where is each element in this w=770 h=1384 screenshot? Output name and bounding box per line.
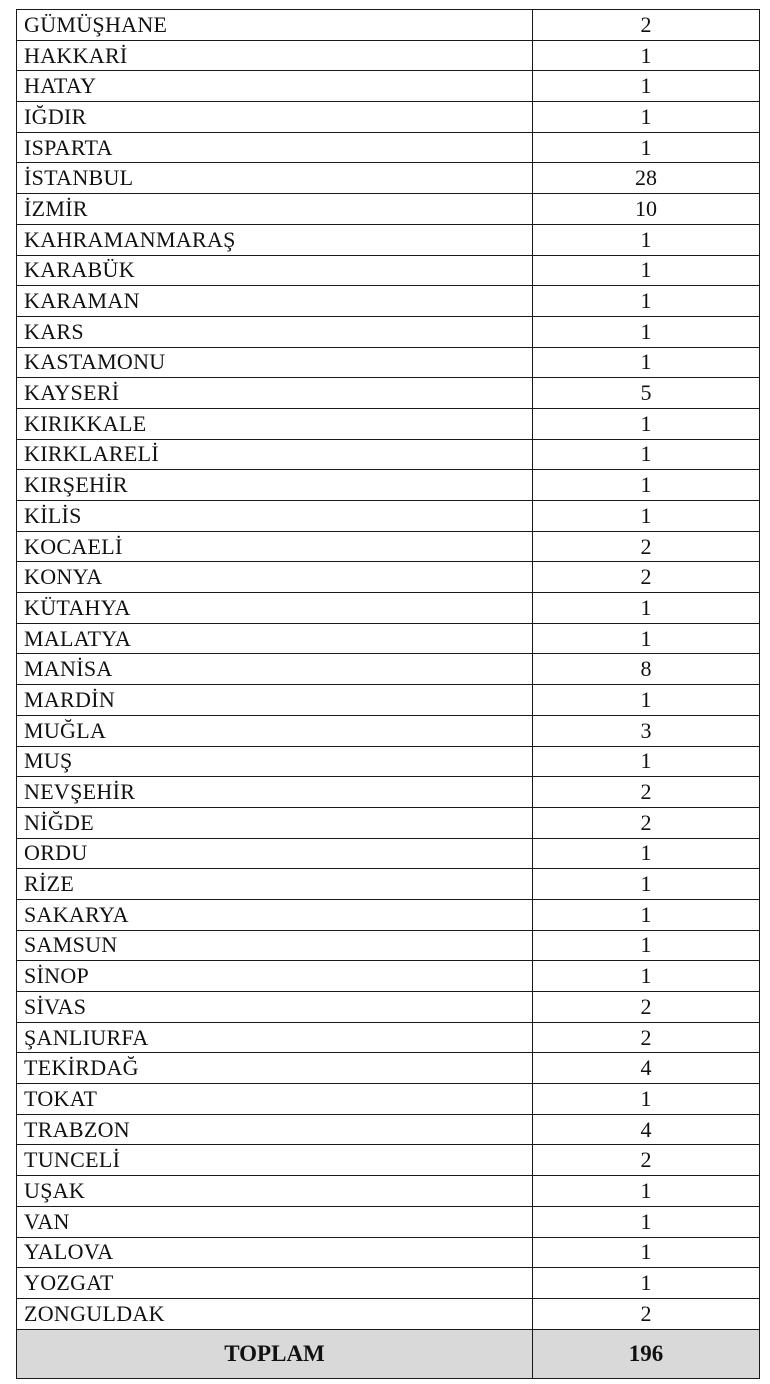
city-name-cell: ZONGULDAK bbox=[17, 1298, 533, 1329]
count-cell: 2 bbox=[533, 1298, 760, 1329]
table-row bbox=[17, 623, 760, 654]
table-row bbox=[17, 316, 760, 347]
count-cell: 1 bbox=[533, 255, 760, 286]
city-name-cell: RİZE bbox=[17, 869, 533, 900]
city-name-cell: MALATYA bbox=[17, 623, 533, 654]
city-name-cell: YALOVA bbox=[17, 1237, 533, 1268]
count-cell: 3 bbox=[533, 715, 760, 746]
total-value: 196 bbox=[533, 1329, 760, 1378]
city-name-cell: KONYA bbox=[17, 562, 533, 593]
city-name-cell: SİNOP bbox=[17, 961, 533, 992]
city-name-cell: KÜTAHYA bbox=[17, 593, 533, 624]
city-name-cell: UŞAK bbox=[17, 1176, 533, 1207]
count-cell: 1 bbox=[533, 102, 760, 133]
table-row bbox=[17, 71, 760, 102]
count-cell: 1 bbox=[533, 930, 760, 961]
count-cell: 1 bbox=[533, 501, 760, 532]
table-row bbox=[17, 408, 760, 439]
count-cell: 1 bbox=[533, 71, 760, 102]
count-cell: 4 bbox=[533, 1053, 760, 1084]
city-name-cell: KIRIKKALE bbox=[17, 408, 533, 439]
city-name-cell: KASTAMONU bbox=[17, 347, 533, 378]
city-name-cell: ISPARTA bbox=[17, 132, 533, 163]
city-name-cell: TUNCELİ bbox=[17, 1145, 533, 1176]
table-row bbox=[17, 286, 760, 317]
table-row bbox=[17, 807, 760, 838]
count-cell: 10 bbox=[533, 194, 760, 225]
count-cell: 2 bbox=[533, 562, 760, 593]
city-name-cell: SAKARYA bbox=[17, 899, 533, 930]
city-name-cell: NEVŞEHİR bbox=[17, 777, 533, 808]
table-row bbox=[17, 838, 760, 869]
table-row bbox=[17, 255, 760, 286]
table-row bbox=[17, 531, 760, 562]
count-cell: 1 bbox=[533, 869, 760, 900]
table-row bbox=[17, 1206, 760, 1237]
table-row bbox=[17, 685, 760, 716]
count-cell: 5 bbox=[533, 378, 760, 409]
table-row bbox=[17, 1268, 760, 1299]
count-cell: 2 bbox=[533, 1145, 760, 1176]
table-row bbox=[17, 439, 760, 470]
count-cell: 1 bbox=[533, 470, 760, 501]
city-name-cell: SİVAS bbox=[17, 992, 533, 1023]
count-cell: 8 bbox=[533, 654, 760, 685]
city-name-cell: YOZGAT bbox=[17, 1268, 533, 1299]
count-cell: 1 bbox=[533, 961, 760, 992]
count-cell: 1 bbox=[533, 286, 760, 317]
city-name-cell: İSTANBUL bbox=[17, 163, 533, 194]
city-name-cell: IĞDIR bbox=[17, 102, 533, 133]
table-row bbox=[17, 1176, 760, 1207]
count-cell: 1 bbox=[533, 899, 760, 930]
city-name-cell: KAHRAMANMARAŞ bbox=[17, 224, 533, 255]
city-name-cell: KIRŞEHİR bbox=[17, 470, 533, 501]
table-row bbox=[17, 654, 760, 685]
city-name-cell: İZMİR bbox=[17, 194, 533, 225]
city-name-cell: MUĞLA bbox=[17, 715, 533, 746]
city-name-cell: KARAMAN bbox=[17, 286, 533, 317]
table-row bbox=[17, 501, 760, 532]
count-cell: 2 bbox=[533, 531, 760, 562]
count-cell: 2 bbox=[533, 1022, 760, 1053]
city-name-cell: KIRKLARELİ bbox=[17, 439, 533, 470]
count-cell: 1 bbox=[533, 1084, 760, 1115]
total-row bbox=[17, 1329, 760, 1378]
count-cell: 1 bbox=[533, 1268, 760, 1299]
count-cell: 1 bbox=[533, 1206, 760, 1237]
table-row bbox=[17, 102, 760, 133]
count-cell: 2 bbox=[533, 777, 760, 808]
city-name-cell: KARABÜK bbox=[17, 255, 533, 286]
city-name-cell: KARS bbox=[17, 316, 533, 347]
table-row bbox=[17, 1084, 760, 1115]
city-name-cell: KİLİS bbox=[17, 501, 533, 532]
table-row bbox=[17, 347, 760, 378]
count-cell: 2 bbox=[533, 10, 760, 41]
city-name-cell: HATAY bbox=[17, 71, 533, 102]
count-cell: 1 bbox=[533, 347, 760, 378]
table-row bbox=[17, 1022, 760, 1053]
table-row bbox=[17, 777, 760, 808]
count-cell: 2 bbox=[533, 807, 760, 838]
table-row bbox=[17, 224, 760, 255]
count-cell: 1 bbox=[533, 1237, 760, 1268]
table-row bbox=[17, 1237, 760, 1268]
table-row bbox=[17, 194, 760, 225]
city-name-cell: NİĞDE bbox=[17, 807, 533, 838]
table-row bbox=[17, 40, 760, 71]
table-row bbox=[17, 378, 760, 409]
city-name-cell: TRABZON bbox=[17, 1114, 533, 1145]
count-cell: 2 bbox=[533, 992, 760, 1023]
count-cell: 1 bbox=[533, 132, 760, 163]
total-label: TOPLAM bbox=[17, 1329, 533, 1378]
city-name-cell: ŞANLIURFA bbox=[17, 1022, 533, 1053]
city-name-cell: TOKAT bbox=[17, 1084, 533, 1115]
table-row bbox=[17, 930, 760, 961]
count-cell: 1 bbox=[533, 746, 760, 777]
table-row bbox=[17, 163, 760, 194]
table-row bbox=[17, 715, 760, 746]
count-cell: 1 bbox=[533, 838, 760, 869]
table-row bbox=[17, 470, 760, 501]
city-count-table bbox=[16, 9, 760, 1379]
table-row bbox=[17, 746, 760, 777]
city-name-cell: MANİSA bbox=[17, 654, 533, 685]
city-name-cell: TEKİRDAĞ bbox=[17, 1053, 533, 1084]
table-row bbox=[17, 1145, 760, 1176]
count-cell: 28 bbox=[533, 163, 760, 194]
count-cell: 1 bbox=[533, 685, 760, 716]
city-name-cell: MARDİN bbox=[17, 685, 533, 716]
count-cell: 1 bbox=[533, 439, 760, 470]
table-row bbox=[17, 132, 760, 163]
city-name-cell: MUŞ bbox=[17, 746, 533, 777]
city-name-cell: GÜMÜŞHANE bbox=[17, 10, 533, 41]
table-row bbox=[17, 1053, 760, 1084]
city-name-cell: HAKKARİ bbox=[17, 40, 533, 71]
table-row bbox=[17, 562, 760, 593]
table-row bbox=[17, 1114, 760, 1145]
city-name-cell: SAMSUN bbox=[17, 930, 533, 961]
count-cell: 1 bbox=[533, 316, 760, 347]
count-cell: 1 bbox=[533, 224, 760, 255]
count-cell: 1 bbox=[533, 623, 760, 654]
count-cell: 1 bbox=[533, 40, 760, 71]
city-name-cell: ORDU bbox=[17, 838, 533, 869]
table-row bbox=[17, 1298, 760, 1329]
table-row bbox=[17, 593, 760, 624]
count-cell: 4 bbox=[533, 1114, 760, 1145]
table-row bbox=[17, 992, 760, 1023]
table-row bbox=[17, 961, 760, 992]
table-row bbox=[17, 869, 760, 900]
count-cell: 1 bbox=[533, 408, 760, 439]
count-cell: 1 bbox=[533, 1176, 760, 1207]
city-name-cell: VAN bbox=[17, 1206, 533, 1237]
table-body bbox=[17, 10, 760, 1330]
table-row bbox=[17, 10, 760, 41]
count-cell: 1 bbox=[533, 593, 760, 624]
city-name-cell: KOCAELİ bbox=[17, 531, 533, 562]
table-row bbox=[17, 899, 760, 930]
city-name-cell: KAYSERİ bbox=[17, 378, 533, 409]
